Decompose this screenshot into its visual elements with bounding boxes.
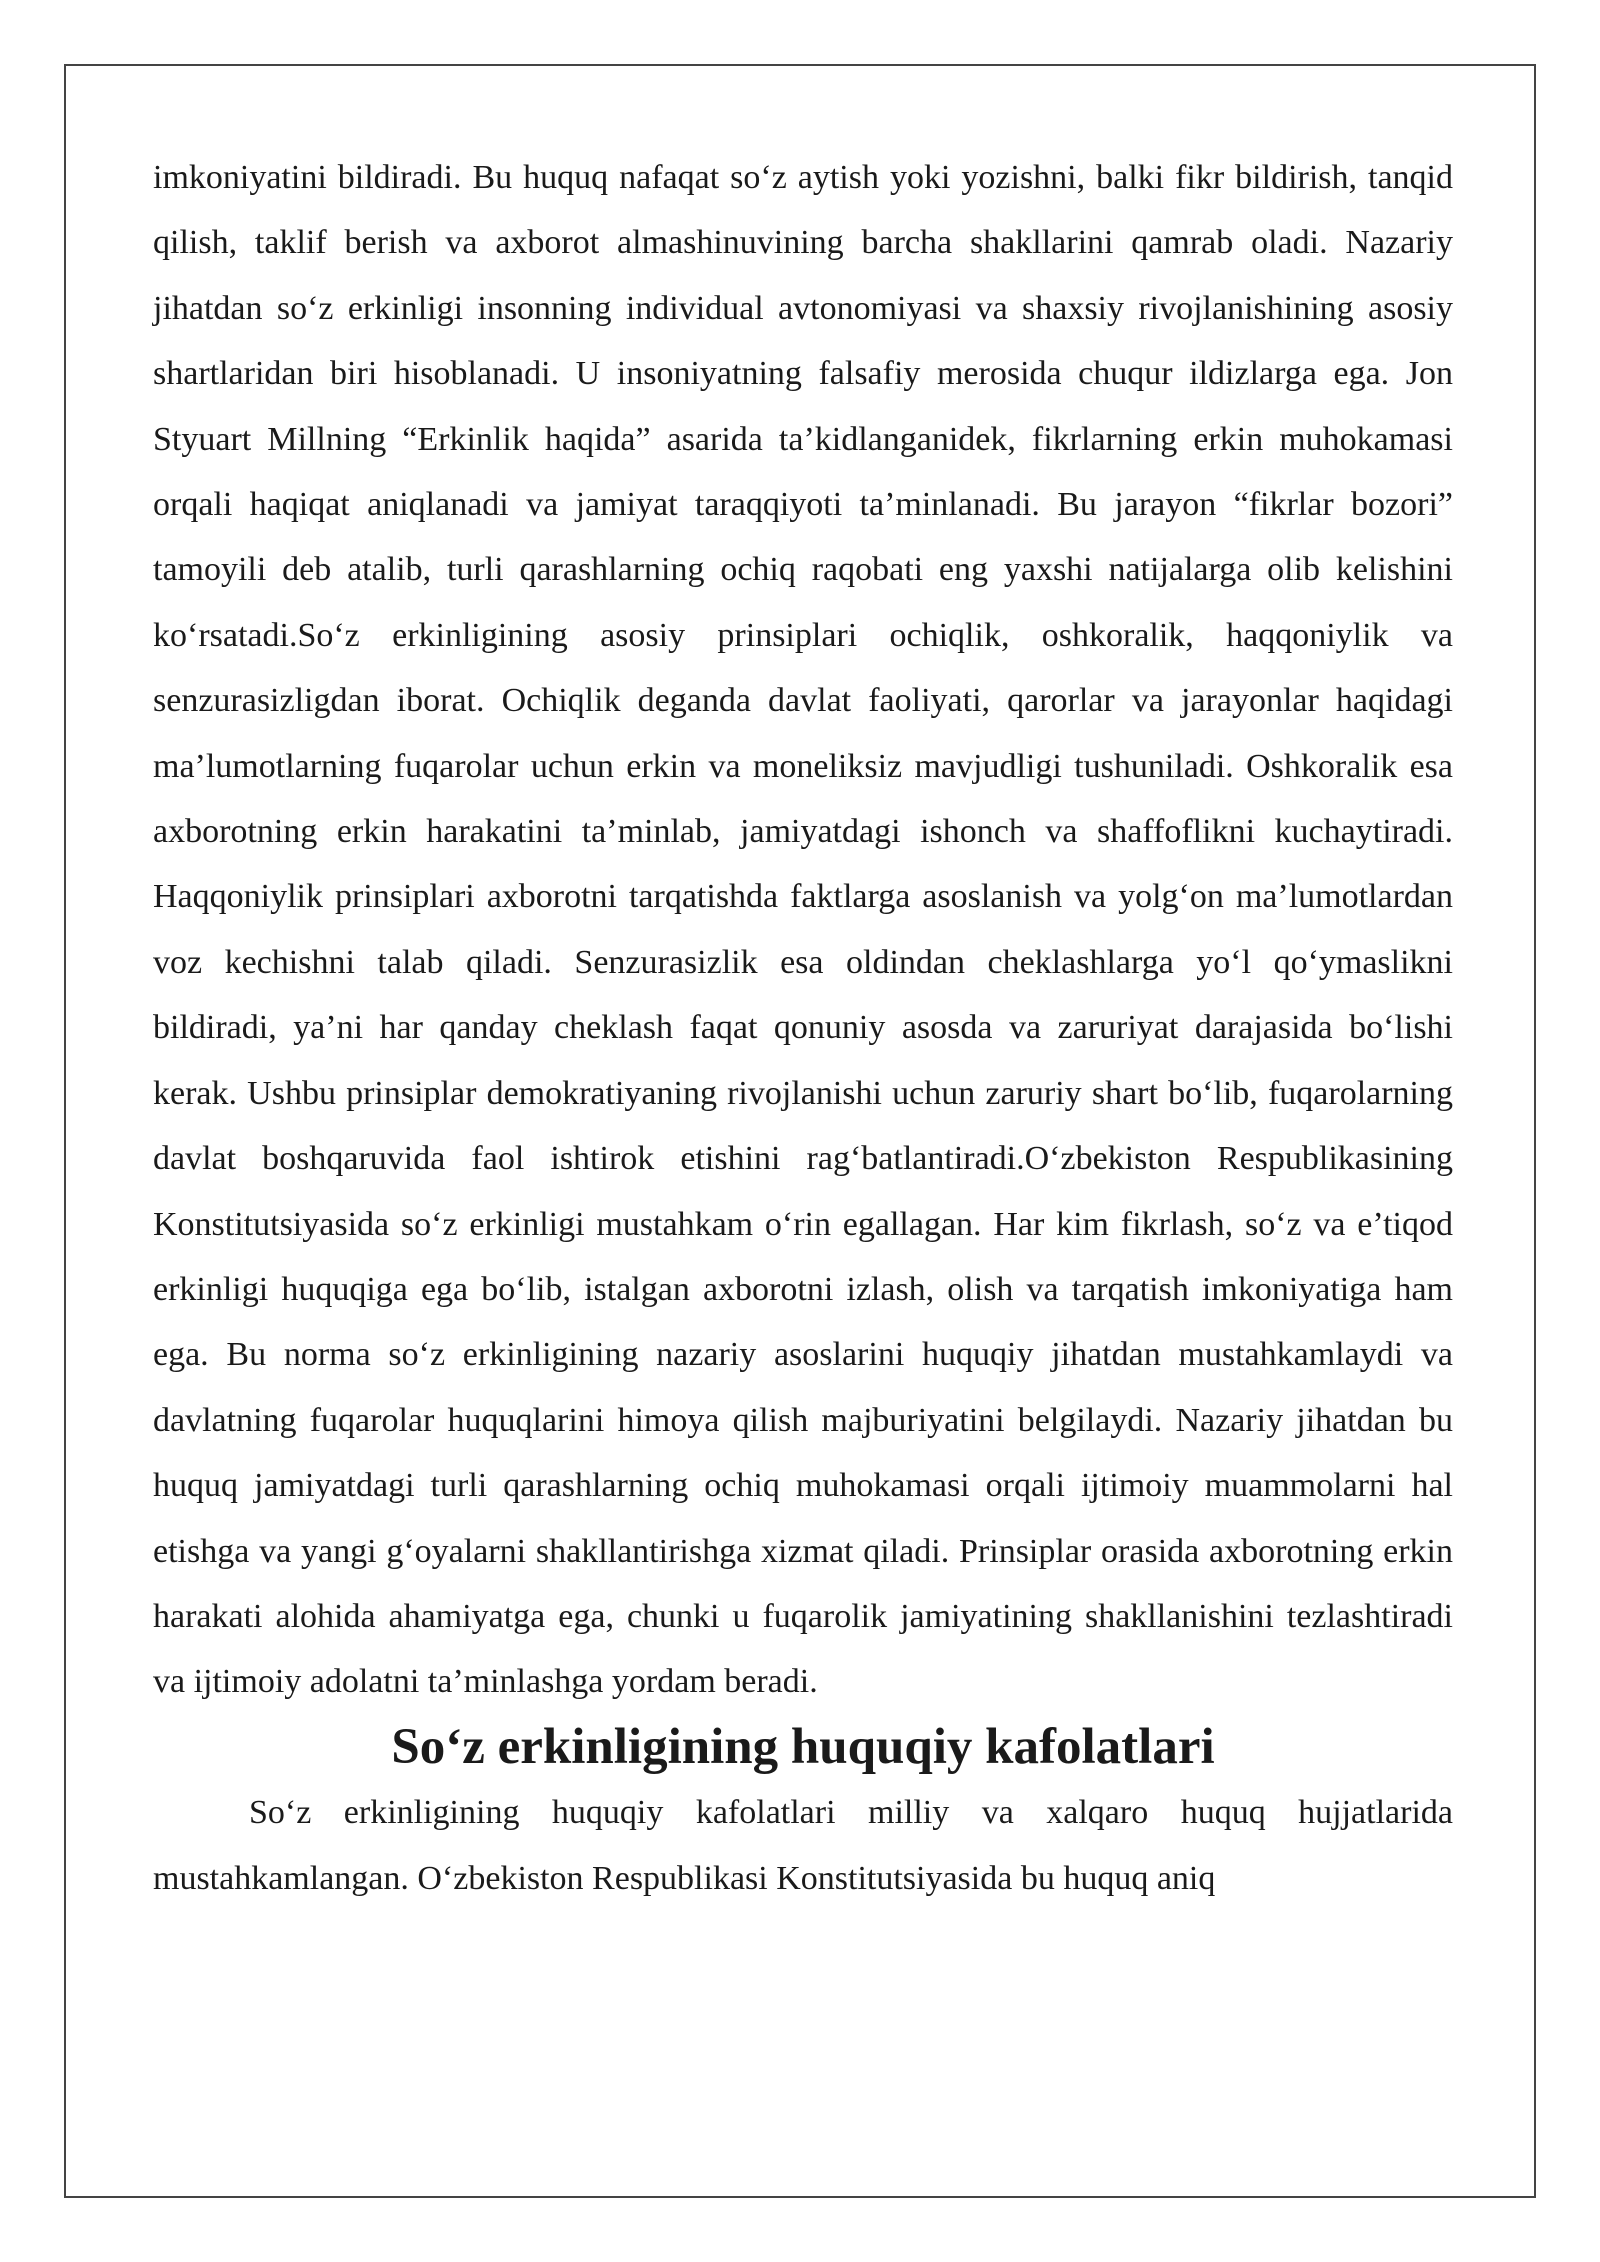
body-paragraph: So‘z erkinligining huquqiy kafolatlari milliy va xalqaro huquq hujjatlarida mustahkamlangan. O‘zbekiston Respublikasi Konstitutsiyasida bu huquq aniq (153, 1794, 1453, 1897)
document-body (153, 145, 1453, 1911)
section-heading: So‘z erkinligining huquqiy kafolatlari (391, 1718, 1215, 1775)
body-paragraph: imkoniyatini bildiradi. Bu huquq nafaqat so‘z aytish yoki yozishni, balki fikr bildirish, tanqid qilish, taklif berish va axborot almashinuvining barcha shakllarini qamrab oladi. Nazariy jihatdan so‘z erkinligi insonning individual avtonomiyasi va shaxsiy rivojlanishining asosiy shartlaridan biri hisoblanadi. U insoniyatning falsafiy merosida chuqur ildizlarga ega. Jon Styuart Millning “Erkinlik haqida” asarida ta’kidlanganidek, fikrlarning erkin muhokamasi orqali haqiqat aniqlanadi va jamiyat taraqqiyoti ta’minlanadi. Bu jarayon “fikrlar bozori” tamoyili deb atalib, turli qarashlarning ochiq raqobati eng yaxshi natijalarga olib kelishini ko‘rsatadi.So‘z erkinligining asosiy prinsiplari ochiqlik, oshkoralik, haqqoniylik va senzurasizligdan iborat. Ochiqlik deganda davlat faoliyati, qarorlar va jarayonlar haqidagi ma’lumotlarning fuqarolar uchun erkin va moneliksiz mavjudligi tushuniladi. Oshkoralik esa axborotning erkin harakatini ta’minlab, jamiyatdagi ishonch va shaffoflikni kuchaytiradi. Haqqoniylik prinsiplari axborotni tarqatishda faktlarga asoslanish va yolg‘on ma’lumotlardan voz kechishni talab qiladi. Senzurasizlik esa oldindan cheklashlarga yo‘l qo‘ymaslikni bildiradi, ya’ni har qanday cheklash faqat qonuniy asosda va zaruriyat darajasida bo‘lishi kerak. Ushbu prinsiplar demokratiyaning rivojlanishi uchun zaruriy shart bo‘lib, fuqarolarning davlat boshqaruvida faol ishtirok etishini rag‘batlantiradi.O‘zbekiston Respublikasining Konstitutsiyasida so‘z erkinligi mustahkam o‘rin egallagan. Har kim fikrlash, so‘z va e’tiqod erkinligi huquqiga ega bo‘lib, istalgan axborotni izlash, olish va tarqatish imkoniyatiga ham ega. Bu norma so‘z erkinligining nazariy asoslarini huquqiy jihatdan mustahkamlaydi va davlatning fuqarolar huquqlarini himoya qilish majburiyatini belgilaydi. Nazariy jihatdan bu huquq jamiyatdagi turli qarashlarning ochiq muhokamasi orqali ijtimoiy muammolarni hal etishga va yangi g‘oyalarni shakllantirishga xizmat qiladi. Prinsiplar orasida axborotning erkin harakati alohida ahamiyatga ega, chunki u fuqarolik jamiyatining shakllanishini tezlashtiradi va ijtimoiy adolatni ta’minlashga yordam beradi. (153, 159, 1453, 1701)
